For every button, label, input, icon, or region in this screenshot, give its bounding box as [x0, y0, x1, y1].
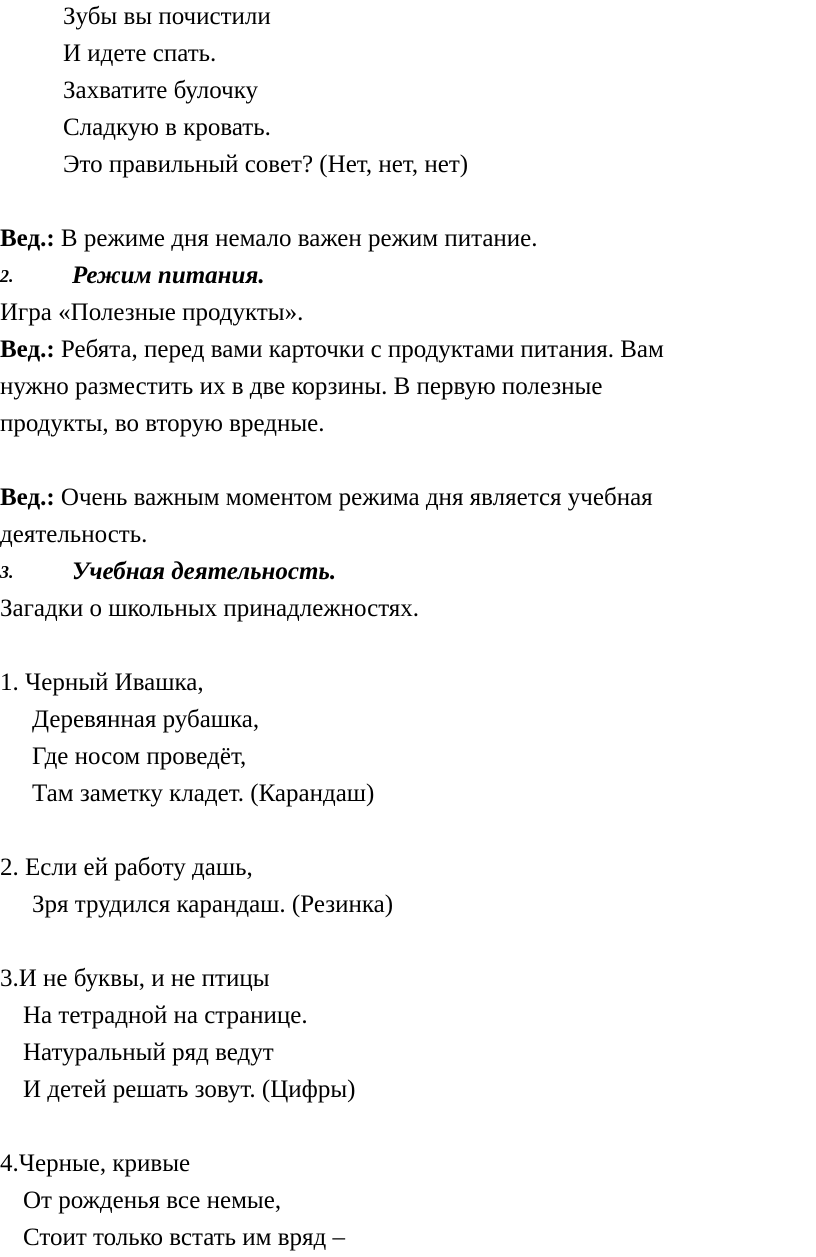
- speaker-label: Вед.:: [0, 225, 55, 252]
- section-heading: [0, 557, 816, 587]
- section-title: Учебная деятельность.: [72, 558, 337, 585]
- riddle-line: 2. Если ей работу дашь,: [0, 854, 253, 881]
- riddle-line: 1. Черный Ивашка,: [0, 669, 204, 696]
- poem-line: Сладкую в кровать.: [63, 114, 271, 141]
- paragraph-2-line: [0, 335, 664, 365]
- poem-line: Зубы вы почистили: [63, 3, 271, 30]
- section-number: 3.: [0, 562, 14, 582]
- paragraph-text: В режиме дня немало важен режим питание.: [54, 225, 538, 252]
- speaker-label: Вед.:: [0, 336, 55, 363]
- speaker-label: Вед.:: [0, 484, 55, 511]
- game-title: Игра «Полезные продукты».: [0, 299, 304, 326]
- paragraph-3-line: [0, 483, 653, 513]
- poem-line: И идете спать.: [63, 40, 217, 67]
- riddle-line: Деревянная рубашка,: [32, 706, 260, 733]
- riddle-line: Зря трудился карандаш. (Резинка): [32, 891, 394, 918]
- paragraph-1: [0, 224, 538, 254]
- paragraph-2-line: продукты, во вторую вредные.: [0, 410, 325, 437]
- poem-line: Это правильный совет? (Нет, нет, нет): [63, 151, 469, 178]
- riddles-title: Загадки о школьных принадлежностях.: [0, 595, 420, 622]
- riddle-line: Там заметку кладет. (Карандаш): [32, 780, 375, 807]
- riddle-line: От рожденья все немые,: [23, 1187, 282, 1214]
- paragraph-2-line: нужно разместить их в две корзины. В первую полезные: [0, 373, 603, 400]
- riddle-line: 4.Черные, кривые: [0, 1150, 191, 1177]
- riddle-line: 3.И не буквы, и не птицы: [0, 965, 270, 992]
- section-title: Режим питания.: [72, 262, 265, 289]
- section-heading: [0, 261, 816, 291]
- poem-line: Захватите булочку: [63, 77, 258, 104]
- riddle-line: И детей решать зовут. (Цифры): [23, 1076, 356, 1103]
- riddle-line: Где носом проведёт,: [32, 743, 247, 770]
- section-number: 2.: [0, 266, 14, 286]
- riddle-line: Натуральный ряд ведут: [23, 1039, 274, 1066]
- paragraph-text: Очень важным моментом режима дня является учебная: [54, 484, 653, 511]
- paragraph-text: Ребята, перед вами карточки с продуктами питания. Вам: [54, 336, 664, 363]
- paragraph-3-line: деятельность.: [0, 521, 148, 548]
- riddle-line: Стоит только встать им вряд –: [23, 1224, 345, 1251]
- riddle-line: На тетрадной на странице.: [23, 1002, 308, 1029]
